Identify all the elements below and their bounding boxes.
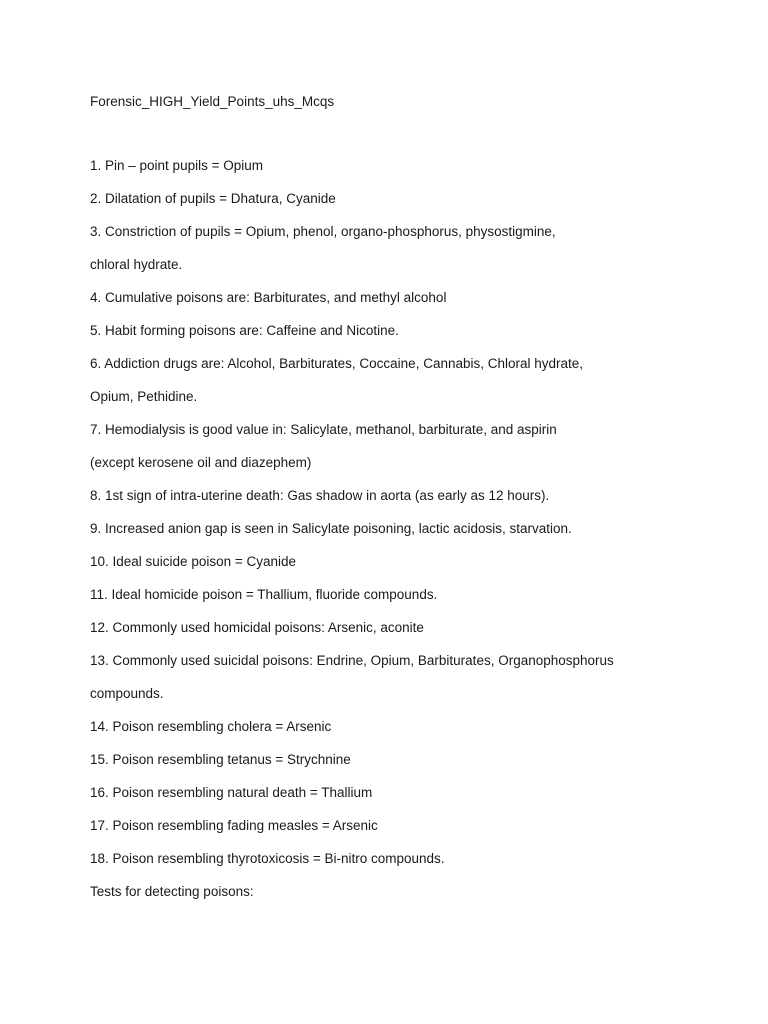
text-line: 10. Ideal suicide poison = Cyanide — [90, 554, 297, 569]
text-line: 3. Constriction of pupils = Opium, phenol, organo-phosphorus, physostigmine, — [90, 224, 556, 239]
text-line: 18. Poison resembling thyrotoxicosis = Bi-nitro compounds. — [90, 851, 445, 866]
text-line: 11. Ideal homicide poison = Thallium, fluoride compounds. — [90, 587, 438, 602]
text-line: chloral hydrate. — [90, 257, 183, 272]
text-line: 16. Poison resembling natural death = Thallium — [90, 785, 373, 800]
text-line: 17. Poison resembling fading measles = Arsenic — [90, 818, 378, 833]
text-line: 2. Dilatation of pupils = Dhatura, Cyanide — [90, 191, 336, 206]
text-line: 13. Commonly used suicidal poisons: Endrine, Opium, Barbiturates, Organophosphorus — [90, 653, 614, 668]
text-line: 9. Increased anion gap is seen in Salicylate poisoning, lactic acidosis, starvation. — [90, 521, 572, 536]
text-line: Opium, Pethidine. — [90, 389, 198, 404]
text-line: 14. Poison resembling cholera = Arsenic — [90, 719, 332, 734]
text-line: 12. Commonly used homicidal poisons: Arsenic, aconite — [90, 620, 424, 635]
text-line: 6. Addiction drugs are: Alcohol, Barbiturates, Coccaine, Cannabis, Chloral hydrate, — [90, 356, 584, 371]
section-heading: Tests for detecting poisons: — [90, 884, 254, 899]
text-line: 7. Hemodialysis is good value in: Salicylate, methanol, barbiturate, and aspirin — [90, 422, 557, 437]
document-title: Forensic_HIGH_Yield_Points_uhs_Mcqs — [90, 94, 335, 109]
text-line: 15. Poison resembling tetanus = Strychnine — [90, 752, 351, 767]
text-line: 4. Cumulative poisons are: Barbiturates, and methyl alcohol — [90, 290, 447, 305]
text-line: 1. Pin – point pupils = Opium — [90, 158, 263, 173]
document-body — [90, 157, 710, 916]
text-line: 8. 1st sign of intra-uterine death: Gas shadow in aorta (as early as 12 hours). — [90, 488, 550, 503]
text-line: (except kerosene oil and diazephem) — [90, 455, 312, 470]
text-line: compounds. — [90, 686, 164, 701]
text-line: 5. Habit forming poisons are: Caffeine and Nicotine. — [90, 323, 399, 338]
